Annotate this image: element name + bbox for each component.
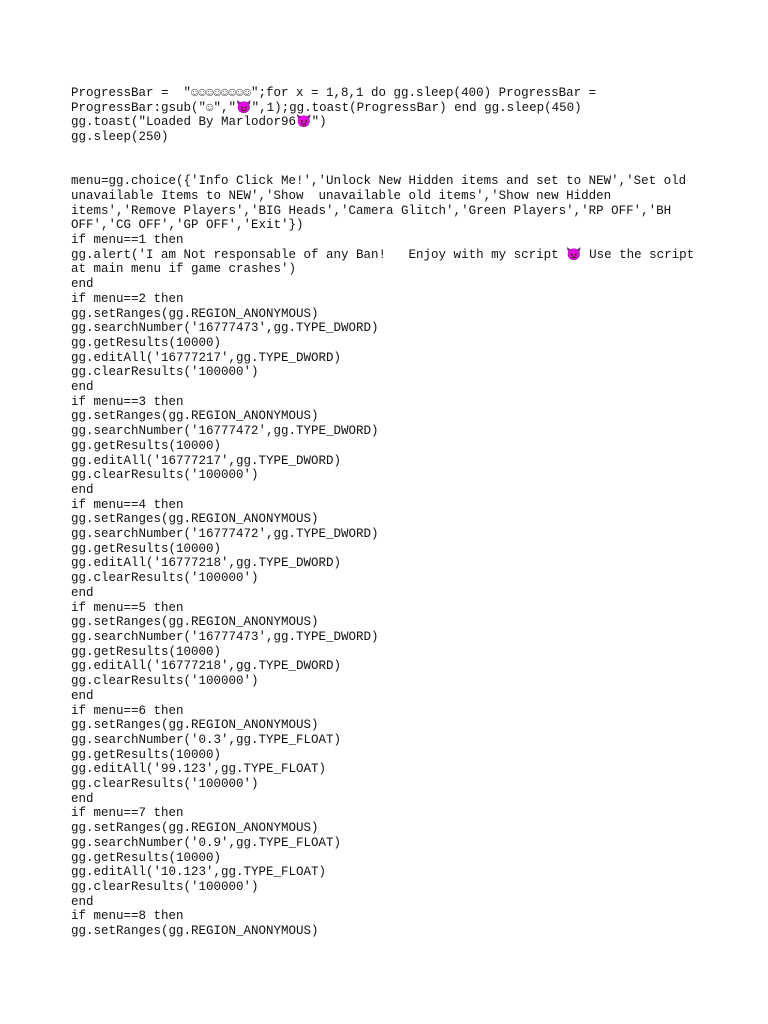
code-line: gg.alert('I am Not responsable of any Ban! Enjoy with my script 😈 Use the script [71, 247, 695, 262]
code-line: gg.clearResults('100000') [71, 879, 259, 894]
code-line: gg.sleep(250) [71, 130, 169, 145]
code-line: gg.getResults(10000) [71, 850, 222, 865]
script-code-block [71, 86, 711, 939]
code-line: ProgressBar:gsub("☺","😈",1);gg.toast(ProgressBar) end gg.sleep(450) [71, 100, 582, 115]
code-line: gg.setRanges(gg.REGION_ANONYMOUS) [71, 615, 319, 630]
code-line: gg.editAll('99.123',gg.TYPE_FLOAT) [71, 762, 327, 777]
code-line: gg.clearResults('100000') [71, 468, 259, 483]
code-line: if menu==4 then [71, 497, 184, 512]
code-line: gg.getResults(10000) [71, 747, 222, 762]
code-line: gg.toast("Loaded By Marlodor96😈") [71, 115, 327, 130]
code-line: end [71, 277, 94, 292]
code-line: if menu==5 then [71, 600, 184, 615]
code-line: if menu==2 then [71, 291, 184, 306]
code-line: gg.searchNumber('0.9',gg.TYPE_FLOAT) [71, 835, 342, 850]
code-line: unavailable Items to NEW','Show unavailable old items','Show new Hidden [71, 188, 612, 203]
code-line: gg.getResults(10000) [71, 438, 222, 453]
code-line: end [71, 688, 94, 703]
code-line: end [71, 482, 94, 497]
code-line: gg.editAll('16777218',gg.TYPE_DWORD) [71, 659, 342, 674]
code-line: gg.searchNumber('16777473',gg.TYPE_DWORD) [71, 629, 379, 644]
code-line: at main menu if game crashes') [71, 262, 297, 277]
code-line: gg.setRanges(gg.REGION_ANONYMOUS) [71, 924, 319, 939]
code-line: gg.editAll('16777217',gg.TYPE_DWORD) [71, 453, 342, 468]
code-line: gg.getResults(10000) [71, 335, 222, 350]
code-line: if menu==8 then [71, 909, 184, 924]
code-line: gg.searchNumber('0.3',gg.TYPE_FLOAT) [71, 732, 342, 747]
code-line: if menu==3 then [71, 394, 184, 409]
code-line: gg.clearResults('100000') [71, 777, 259, 792]
document-page [71, 86, 711, 939]
code-line: if menu==6 then [71, 703, 184, 718]
code-line: if menu==1 then [71, 233, 184, 247]
code-line [71, 160, 711, 175]
code-line: menu=gg.choice({'Info Click Me!','Unlock New Hidden items and set to NEW','Set old [71, 174, 687, 189]
code-line: gg.editAll('16777217',gg.TYPE_DWORD) [71, 350, 342, 365]
code-line: if menu==7 then [71, 806, 184, 821]
code-line: end [71, 791, 94, 806]
code-line: gg.setRanges(gg.REGION_ANONYMOUS) [71, 409, 319, 424]
code-line: gg.searchNumber('16777472',gg.TYPE_DWORD) [71, 527, 379, 542]
code-line: gg.setRanges(gg.REGION_ANONYMOUS) [71, 306, 319, 321]
code-line: OFF','CG OFF','GP OFF','Exit'}) [71, 218, 304, 233]
code-line: gg.clearResults('100000') [71, 674, 259, 689]
code-line: gg.editAll('16777218',gg.TYPE_DWORD) [71, 556, 342, 571]
code-line: gg.clearResults('100000') [71, 571, 259, 586]
code-line: items','Remove Players','BIG Heads','Camera Glitch','Green Players','RP OFF','BH [71, 203, 672, 218]
code-line: gg.getResults(10000) [71, 541, 222, 556]
code-line: gg.setRanges(gg.REGION_ANONYMOUS) [71, 821, 319, 836]
code-line: end [71, 585, 94, 600]
code-line: gg.getResults(10000) [71, 644, 222, 659]
code-line: gg.editAll('10.123',gg.TYPE_FLOAT) [71, 865, 327, 880]
code-line: ProgressBar = "☺☺☺☺☺☺☺☺";for x = 1,8,1 do gg.sleep(400) ProgressBar = [71, 86, 597, 100]
code-line: gg.clearResults('100000') [71, 365, 259, 380]
code-line: end [71, 894, 94, 909]
code-line: gg.searchNumber('16777473',gg.TYPE_DWORD) [71, 321, 379, 336]
code-line: gg.setRanges(gg.REGION_ANONYMOUS) [71, 718, 319, 733]
code-line: end [71, 380, 94, 395]
code-line: gg.searchNumber('16777472',gg.TYPE_DWORD) [71, 424, 379, 439]
code-line [71, 145, 711, 160]
code-line: gg.setRanges(gg.REGION_ANONYMOUS) [71, 512, 319, 527]
